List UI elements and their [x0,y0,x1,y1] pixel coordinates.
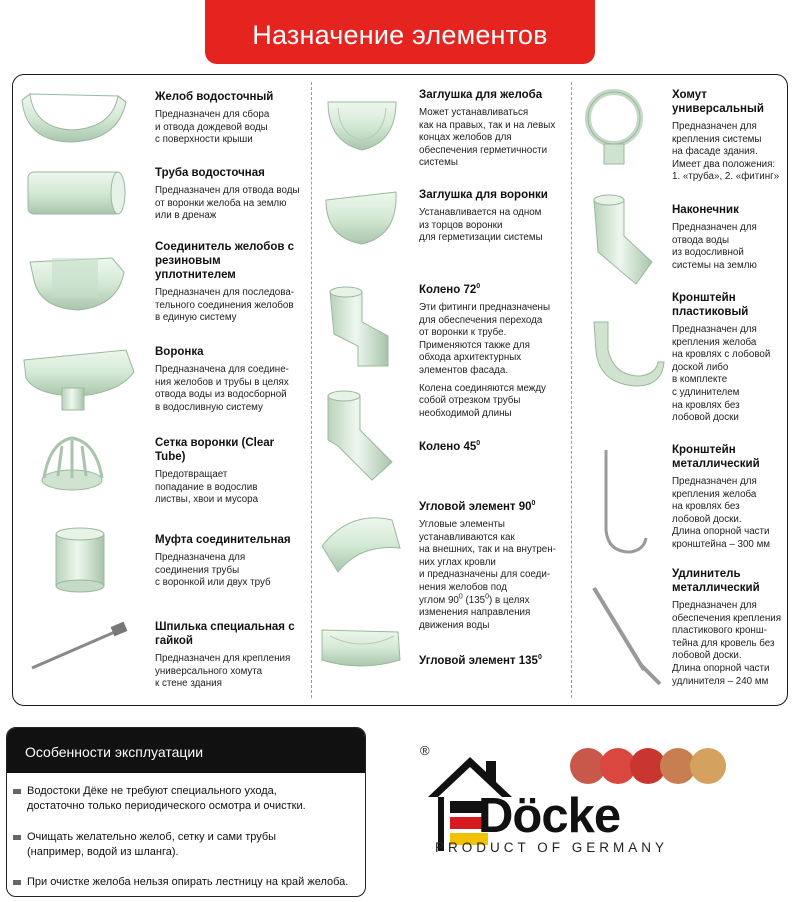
item-title: Наконечник [672,204,739,216]
item-title: Заглушка для желоба [419,89,543,101]
bullet-icon [13,789,21,794]
pin-icon [32,622,127,668]
item-funnel [155,345,305,414]
item-elbow72 [419,283,567,420]
item-desc: Предотвращает попадание в водослив листвы, хвои и мусора [155,469,259,506]
item-desc: Предназначен для отвода воды от воронки желоба на землю или в дренаж [155,185,300,222]
item-title: Колено $45^0$ [419,440,481,453]
item-funnel-cap [419,188,567,245]
award-badges [570,748,730,788]
item-title: Шпилька специальная с гайкой [155,621,295,647]
item-title: Сетка воронки (Clear Tube) [155,437,275,463]
item-desc: Угловые элементы устанавливаются как на внешних, так и на внутрен- них углах кровли и предназначены для соеди- нения желобов под углом $90^0$ $(135^0)$ в целях изменения направления движения воды [419,519,556,631]
brand-name: Döcke [478,789,621,843]
item-desc: Предназначен для обеспечения крепления пластикового кронш- тейна для кровель без лобовой доски. Длина опорной части удлинителя – 240 мм [672,600,782,687]
item-bracket-plastic [672,291,784,425]
coupling-icon [56,528,104,592]
item-desc: Эти фитинги предназначены для обеспечения перехода от воронки к трубе. Применяются также для обхода архитектурных элементов фасада. Колена соединяются между собой отрезком трубы необходимой длины [419,302,550,419]
item-desc: Может устанавливаться как на правых, так и на левых концах желобов для обеспечения герметичности системы [419,107,556,169]
item-desc: Предназначен для отвода воды из водосливной системы на землю [672,222,757,271]
extender-icon [594,588,660,684]
item-pipe [155,166,310,223]
corner90-icon [322,518,400,572]
item-elbow45 [419,440,567,454]
tip-icon [594,195,652,284]
brand-tagline: PRODUCT OF GERMANY [435,840,669,855]
item-desc: Предназначен для последова- тельного соединения желобов в единую систему [155,287,295,324]
item-title: Угловой элемент $135^0$ [419,654,542,667]
item-clamp [672,88,784,184]
item-title: Кронштейн металлический [672,444,760,470]
item-gutter [155,90,305,147]
item-title: Воронка [155,346,204,358]
operation-item: Очищать желательно желоб, сетку и сами трубы (например, водой из шланга). [27,831,277,858]
item-title: Труба водосточная [155,167,265,179]
gutter-cap-icon [328,102,396,150]
item-corner135 [419,654,567,668]
item-coupling [155,533,305,590]
item-extender [672,567,784,688]
gutter-icon [22,94,126,142]
elbow45-icon [328,391,392,480]
item-desc: Устанавливается на одном из торцов воронки для герметизации системы [419,207,543,244]
item-desc: Предназначен для сбора и отвода дождевой воды с поверхности крыши [155,109,270,146]
bullet-icon [13,880,21,885]
registered-mark: ® [420,743,430,758]
operation-box [6,727,366,897]
bracket-metal-icon [606,450,646,552]
corner135-icon [322,630,400,666]
item-pin [155,620,305,691]
item-desc: Предназначен для крепления системы на фасаде здания. Имеет два положения: 1. «труба», 2. «фитинг» [672,121,780,183]
item-title: Угловой элемент $90^0$ [419,500,536,513]
item-corner90 [419,500,567,632]
item-gutter-cap [419,88,567,170]
item-desc: Предназначен для крепления желоба на кровлях без лобовой доски. Длина опорной части кронштейна – 300 мм [672,476,771,550]
item-desc: Предназначен для крепления универсального хомута к стене здания [155,653,291,690]
item-title: Колено $72^0$ [419,283,481,296]
bullet-icon [13,835,21,840]
funnel-cap-icon [326,192,396,244]
item-desc: Предназначена для соединения трубы с воронкой или двух труб [155,552,271,589]
bracket-plastic-icon [594,322,664,386]
pipe-icon [28,172,125,214]
item-title: Удлинитель металлический [672,568,760,594]
operation-item: Водостоки Дёке не требуют специального ухода, достаточно только периодического осмотра и очистки. [27,785,306,812]
operation-item: При очистке желоба нельзя опирать лестницу на край желоба. [27,876,349,888]
item-connector [155,240,295,325]
item-desc: Предназначена для соедине- ния желобов и трубы в целях отвода воды из водосборной в водосливную систему [155,364,289,413]
funnel-icon [24,350,134,410]
award-badge-icon [690,748,726,784]
page-title: Назначение элементов [205,0,595,64]
item-grid [155,436,275,507]
item-desc: Предназначен для крепления желоба на кровлях с лобовой доской либо в комплекте с удлинителем на кровлях без лобовой доски [672,324,771,424]
connector-icon [30,258,124,310]
item-title: Желоб водосточный [155,91,274,103]
elbow72-icon [330,287,388,366]
item-title: Муфта соединительная [155,534,291,546]
item-title: Заглушка для воронки [419,189,548,201]
item-title: Хомут универсальный [672,89,764,115]
item-title: Соединитель желобов с резиновым уплотнителем [155,241,295,281]
grid-icon [42,438,102,490]
item-tip [672,203,784,272]
item-title: Кронштейн пластиковый [672,292,749,318]
operation-title: Особенности эксплуатации [7,728,365,773]
clamp-icon [588,92,640,164]
item-bracket-metal [672,443,784,552]
